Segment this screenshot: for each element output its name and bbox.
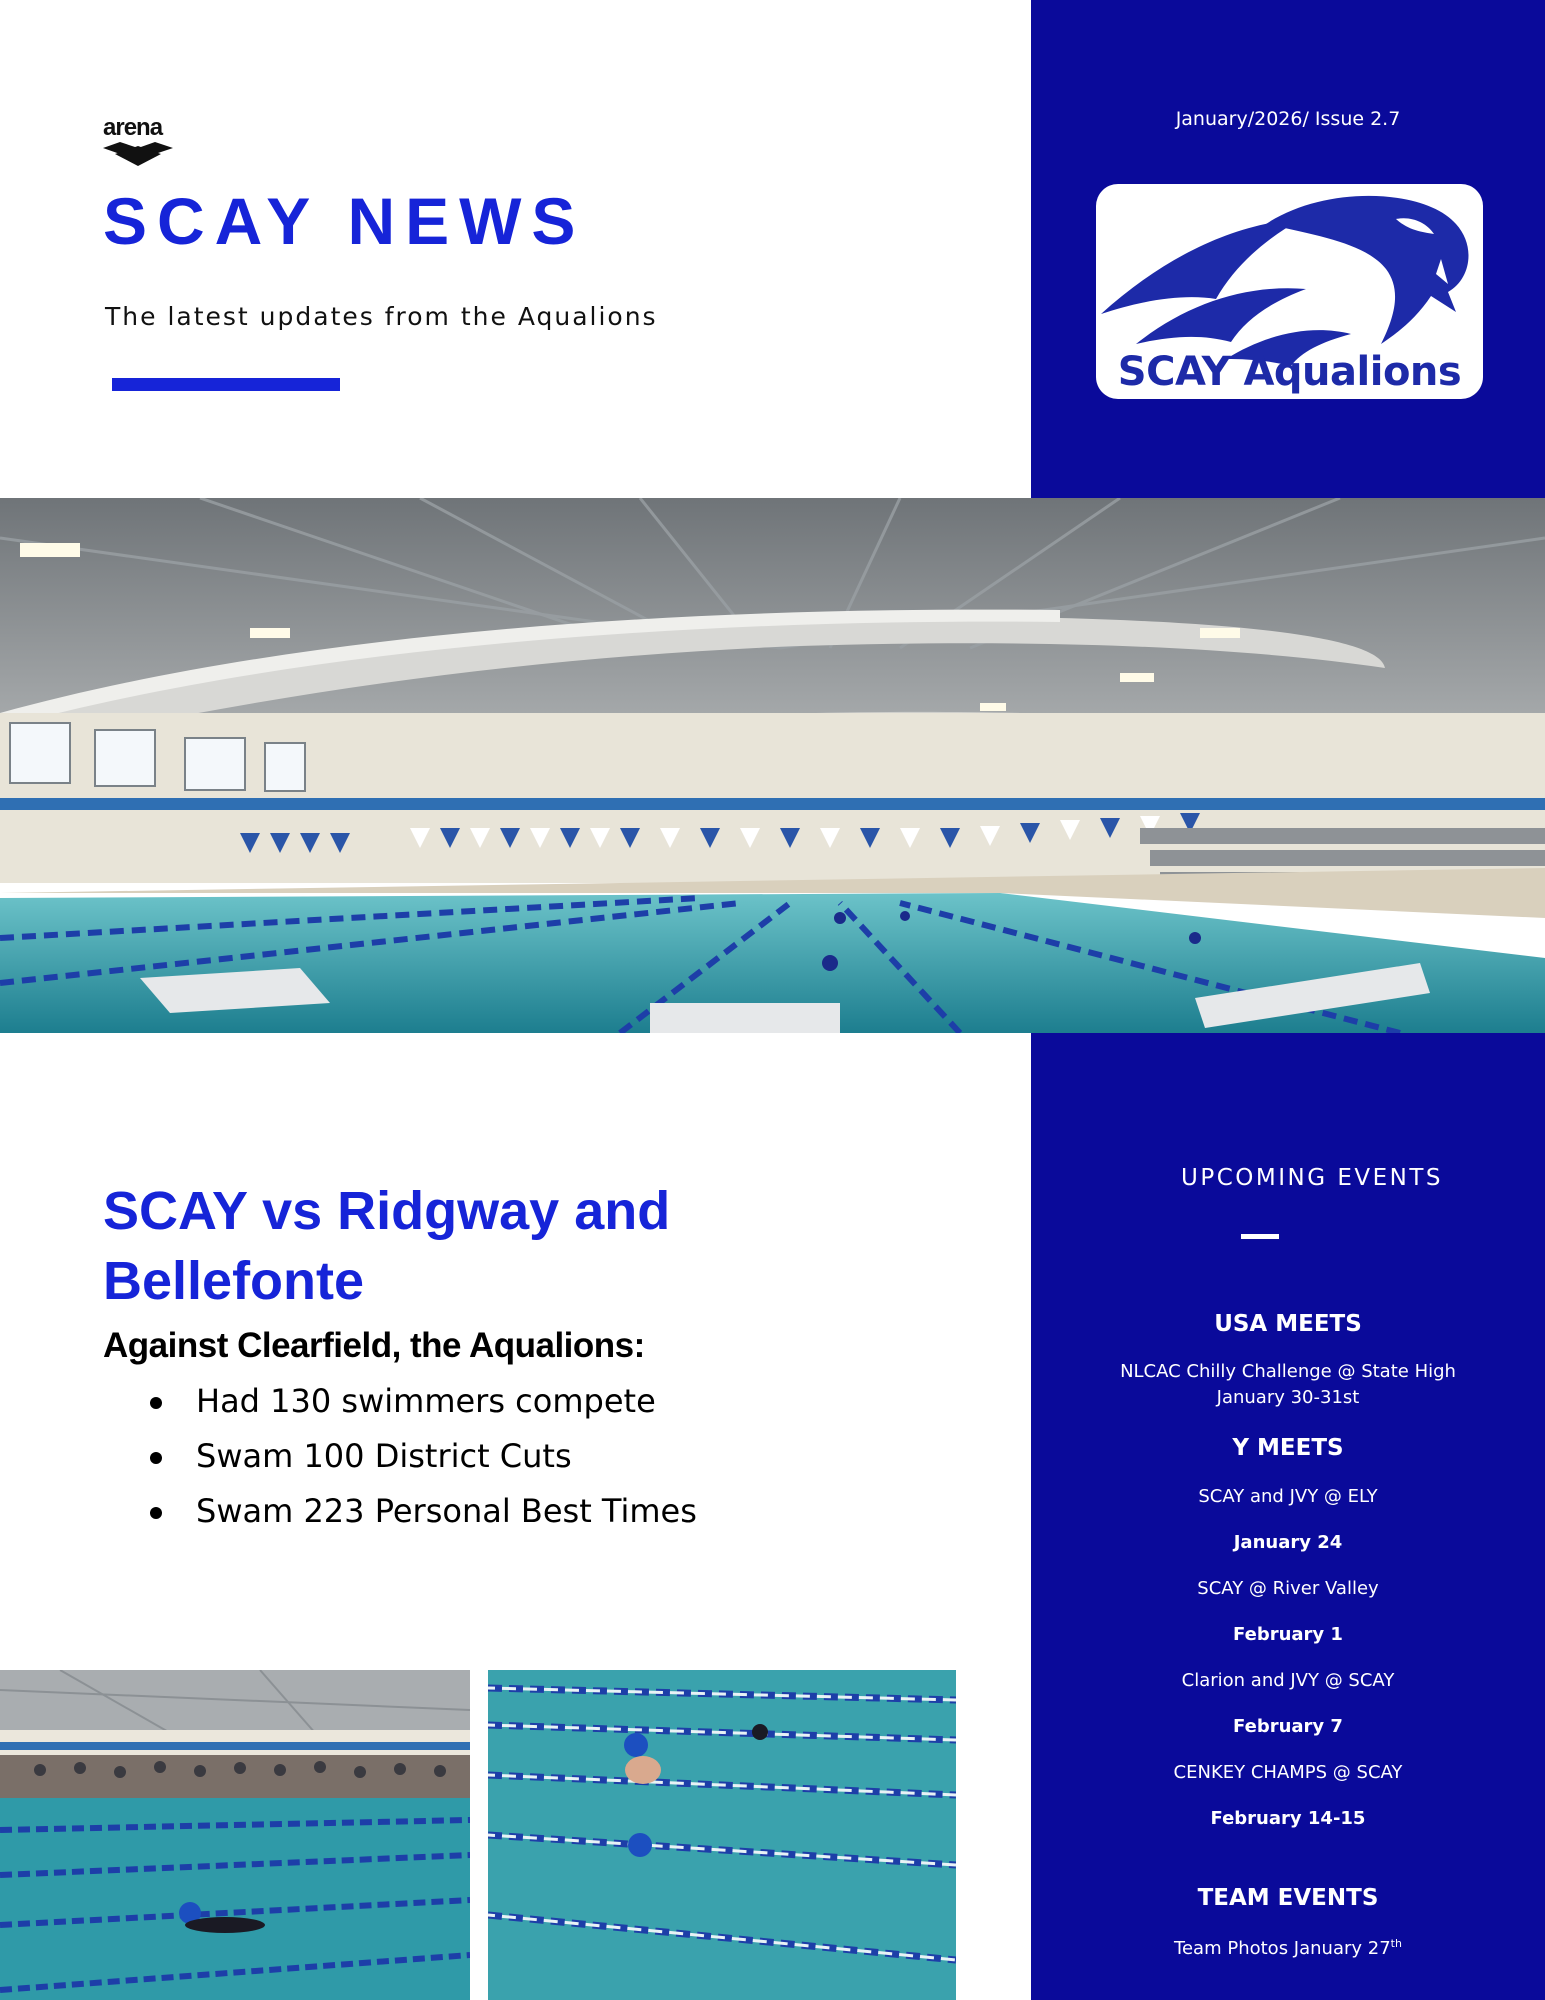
list-item: CENKEY CHAMPS @ SCAY: [1173, 1762, 1403, 1783]
list-item: Clarion and JVY @ SCAY: [1181, 1670, 1395, 1691]
events-title-dash: [1241, 1234, 1279, 1239]
list-item: SCAY and JVY @ ELY: [1198, 1486, 1378, 1507]
y-meets-section: [1031, 1435, 1545, 1461]
usa-meets-section: [1031, 1311, 1545, 1337]
team-photos-text: Team Photos January 27: [1174, 1938, 1391, 1959]
newsletter-subtitle: The latest updates from the Aqualions: [105, 302, 658, 331]
list-item: January 24: [1233, 1532, 1343, 1553]
brand-word: arena: [103, 114, 163, 141]
issue-panel: [1031, 0, 1545, 498]
newsletter-title: SCAY NEWS: [103, 184, 586, 258]
list-item: February 14-15: [1210, 1808, 1366, 1829]
list-item: Swam 100 District Cuts: [150, 1429, 697, 1484]
arena-diamond-icon: [103, 142, 173, 166]
list-item: January 30-31st: [1216, 1387, 1360, 1408]
pool-hero-photo: [0, 498, 1545, 1033]
usa-meets-heading: USA MEETS: [1214, 1311, 1362, 1337]
upcoming-events-panel: [1031, 1033, 1545, 2000]
article-subhead: Against Clearfield, the Aqualions:: [103, 1326, 645, 1365]
logo-text: SCAY Aqualions: [1117, 349, 1462, 395]
team-photos-item: [1031, 1937, 1545, 1959]
y-meets-heading: Y MEETS: [1232, 1435, 1344, 1461]
aqualions-logo: [1096, 184, 1483, 399]
team-events-heading: TEAM EVENTS: [1197, 1885, 1379, 1911]
article-headline: SCAY vs Ridgway and Bellefonte: [103, 1181, 671, 1311]
list-item: Had 130 swimmers compete: [150, 1374, 697, 1429]
issue-date: January/2026/ Issue 2.7: [1175, 108, 1401, 130]
arena-brand: [103, 116, 175, 166]
ordinal-suffix: th: [1390, 1937, 1402, 1950]
team-events-section: [1031, 1885, 1545, 1911]
lane-swimmers-photo: [488, 1670, 956, 2000]
list-item: Swam 223 Personal Best Times: [150, 1484, 697, 1539]
usa-meets-list: [1031, 1359, 1545, 1411]
title-underline: [112, 378, 340, 391]
meet-crowd-photo: [0, 1670, 470, 2000]
list-item: SCAY @ River Valley: [1197, 1578, 1379, 1599]
stats-list: [150, 1374, 697, 1539]
events-title: UPCOMING EVENTS: [1181, 1165, 1443, 1191]
list-item: February 1: [1233, 1624, 1343, 1645]
list-item: February 7: [1233, 1716, 1343, 1737]
list-item: NLCAC Chilly Challenge @ State High: [1120, 1361, 1456, 1382]
